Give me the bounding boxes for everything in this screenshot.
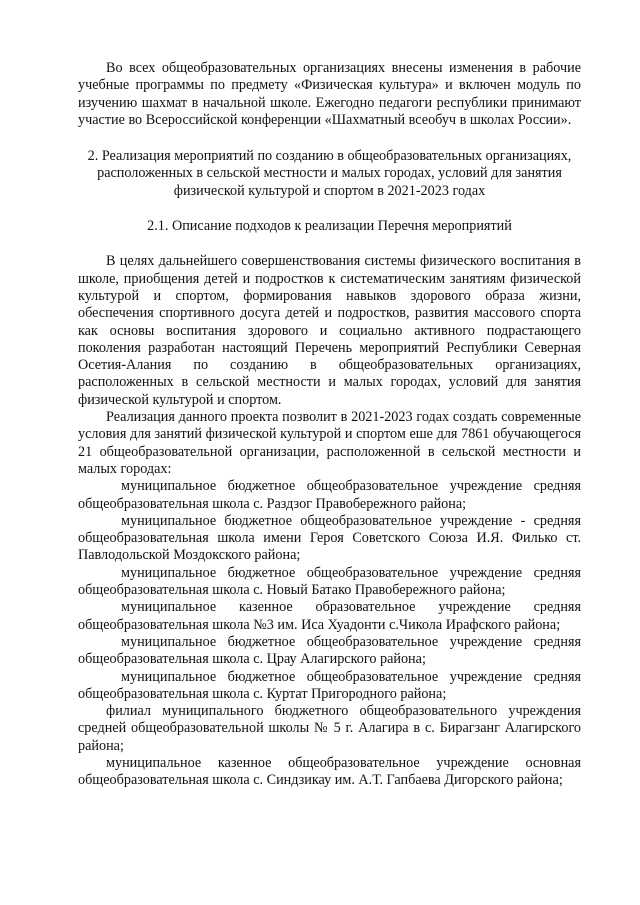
- intro-paragraph: Во всех общеобразовательных организациях внесены изменения в рабочие учебные программы по предмету «Физическая культура» и включен модуль по изучению шахмат в начальной школе. Ежегодно педагоги республики принимают участие во Всероссийской конференции «Шахматный всеобуч в школах России».: [78, 60, 581, 128]
- school-list: [78, 478, 581, 789]
- document-page: [78, 60, 581, 790]
- school-list-item: филиал муниципального бюджетного общеобразовательного учреждения средней общеобразовательной школы № 5 г. Алагира в с. Бирагзанг Алагирского района;: [78, 703, 581, 754]
- school-list-item: муниципальное казенное образовательное учреждение средняя общеобразовательная школа №3 им. Иса Хуадонти с.Чикола Ирафского района;: [78, 599, 581, 633]
- school-list-item: муниципальное казенное общеобразовательное учреждение основная общеобразовательная школа с. Синдзикау им. А.Т. Гапбаева Дигорского района;: [78, 754, 581, 789]
- body-paragraph-goals: В целях дальнейшего совершенствования системы физического воспитания в школе, приобщения детей и подростков к систематическим занятиям физической культурой и спортом, формирования навыков здорового образа жизни, обеспечения спортивного досуга детей и подростков, развития массового спорта как основы воспитания здорового и социально активного подрастающего поколения разработан настоящий Перечень мероприятий Республики Северная Осетия-Алания по созданию в общеобразовательных организациях, расположенных в сельской местности и малых городах, условий для занятия физической культурой и спортом.: [78, 253, 581, 408]
- spacer: [78, 200, 581, 218]
- school-list-item: муниципальное бюджетное общеобразовательное учреждение средняя общеобразовательная школа с. Раздзог Правобережного района;: [78, 478, 581, 512]
- school-list-item: муниципальное бюджетное общеобразовательное учреждение средняя общеобразовательная школа с. Куртат Пригородного района;: [78, 668, 581, 702]
- spacer: [78, 235, 581, 253]
- section-heading: 2. Реализация мероприятий по созданию в общеобразовательных организациях, расположенных в сельской местности и малых городах, условий для занятия физической культурой и спортом в 2021-2023 годах: [87, 148, 572, 199]
- spacer: [78, 129, 581, 148]
- body-paragraph-implementation: Реализация данного проекта позволит в 2021-2023 годах создать современные условия для занятий физической культурой и спортом еше для 7861 обучающегося 21 общеобразовательной организации, расположенной в сельской местности и малых городах:: [78, 409, 581, 477]
- school-list-item: муниципальное бюджетное общеобразовательное учреждение - средняя общеобразовательная школа имени Героя Советского Союза И.Я. Филько ст. Павлодольской Моздокского района;: [78, 512, 581, 564]
- subsection-heading: 2.1. Описание подходов к реализации Перечня мероприятий: [147, 218, 512, 235]
- school-list-item: муниципальное бюджетное общеобразовательное учреждение средняя общеобразовательная школа с. Црау Алагирского района;: [78, 633, 581, 668]
- school-list-item: муниципальное бюджетное общеобразовательное учреждение средняя общеобразовательная школа с. Новый Батако Правобережного района;: [78, 564, 581, 599]
